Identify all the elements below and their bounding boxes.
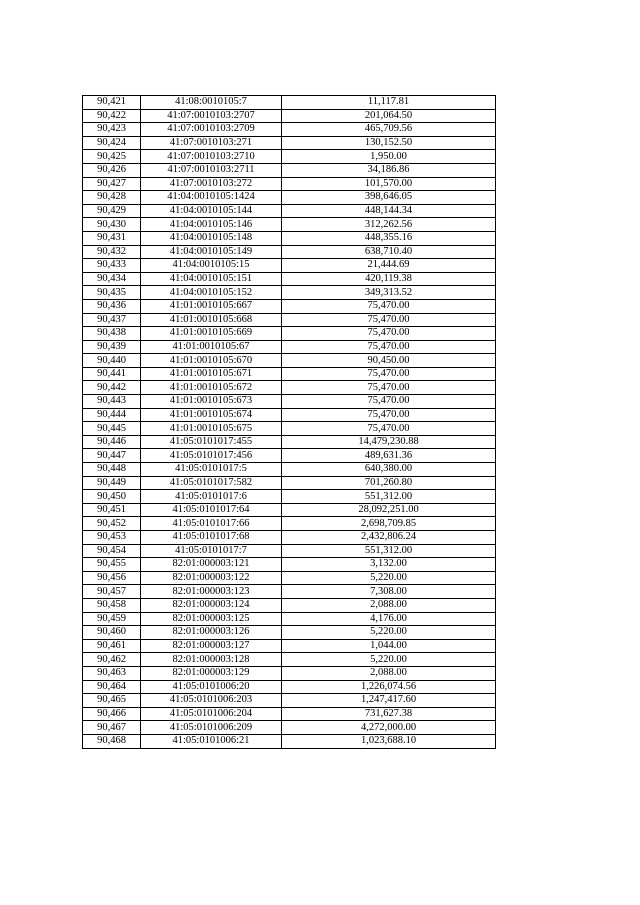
row-number-cell: 90,451 [83,503,141,517]
table-row [83,503,496,517]
cadastral-value-cell: 28,092,251.00 [282,503,496,517]
cadastral-value-cell: 4,176.00 [282,612,496,626]
row-number-cell: 90,435 [83,286,141,300]
cadastral-value-cell: 75,470.00 [282,408,496,422]
cadastral-value-cell: 640,380.00 [282,463,496,477]
cadastral-value-cell: 5,220.00 [282,571,496,585]
row-number-cell: 90,464 [83,680,141,694]
table-row [83,517,496,531]
cadastral-value-cell: 2,432,806.24 [282,531,496,545]
cadastral-number-cell: 82:01:000003:127 [141,639,282,653]
cadastral-value-cell: 2,698,709.85 [282,517,496,531]
table-row [83,354,496,368]
row-number-cell: 90,446 [83,435,141,449]
cadastral-number-cell: 41:07:0010103:2711 [141,163,282,177]
cadastral-value-cell: 448,144.34 [282,204,496,218]
row-number-cell: 90,432 [83,245,141,259]
row-number-cell: 90,427 [83,177,141,191]
cadastral-value-cell: 551,312.00 [282,490,496,504]
row-number-cell: 90,437 [83,313,141,327]
cadastral-number-cell: 41:01:0010105:674 [141,408,282,422]
cadastral-value-cell: 638,710.40 [282,245,496,259]
row-number-cell: 90,442 [83,381,141,395]
cadastral-number-cell: 41:05:0101017:456 [141,449,282,463]
cadastral-number-cell: 41:01:0010105:668 [141,313,282,327]
cadastral-value-cell: 5,220.00 [282,653,496,667]
cadastral-number-cell: 41:05:0101017:5 [141,463,282,477]
cadastral-value-cell: 34,186.86 [282,163,496,177]
table-row [83,558,496,572]
cadastral-value-cell: 75,470.00 [282,367,496,381]
cadastral-value-cell: 201,064.50 [282,109,496,123]
cadastral-number-cell: 41:05:0101017:68 [141,531,282,545]
cadastral-value-cell: 3,132.00 [282,558,496,572]
cadastral-number-cell: 41:05:0101006:209 [141,721,282,735]
cadastral-number-cell: 41:08:0010105:7 [141,96,282,110]
cadastral-value-cell: 4,272,000.00 [282,721,496,735]
cadastral-number-cell: 41:05:0101017:7 [141,544,282,558]
cadastral-value-cell: 701,260.80 [282,476,496,490]
table-row [83,367,496,381]
table-row [83,707,496,721]
cadastral-value-cell: 75,470.00 [282,299,496,313]
cadastral-number-cell: 41:07:0010103:271 [141,136,282,150]
table-row [83,150,496,164]
row-number-cell: 90,434 [83,272,141,286]
row-number-cell: 90,444 [83,408,141,422]
table-row [83,327,496,341]
table-row [83,476,496,490]
table-row [83,163,496,177]
cadastral-number-cell: 41:07:0010103:272 [141,177,282,191]
row-number-cell: 90,422 [83,109,141,123]
row-number-cell: 90,439 [83,340,141,354]
cadastral-number-cell: 41:05:0101006:204 [141,707,282,721]
row-number-cell: 90,424 [83,136,141,150]
table-row [83,680,496,694]
row-number-cell: 90,445 [83,422,141,436]
cadastral-number-cell: 82:01:000003:126 [141,626,282,640]
table-row [83,666,496,680]
cadastral-value-cell: 7,308.00 [282,585,496,599]
cadastral-number-cell: 82:01:000003:125 [141,612,282,626]
cadastral-number-cell: 41:07:0010103:2709 [141,123,282,137]
row-number-cell: 90,468 [83,734,141,748]
row-number-cell: 90,453 [83,531,141,545]
cadastral-value-cell: 75,470.00 [282,340,496,354]
cadastral-value-cell: 489,631.36 [282,449,496,463]
cadastral-value-cell: 1,950.00 [282,150,496,164]
row-number-cell: 90,454 [83,544,141,558]
row-number-cell: 90,452 [83,517,141,531]
row-number-cell: 90,450 [83,490,141,504]
row-number-cell: 90,440 [83,354,141,368]
table-row [83,531,496,545]
row-number-cell: 90,463 [83,666,141,680]
table-row [83,272,496,286]
row-number-cell: 90,441 [83,367,141,381]
table-row [83,435,496,449]
cadastral-number-cell: 41:04:0010105:148 [141,231,282,245]
table-row [83,286,496,300]
table-row [83,653,496,667]
row-number-cell: 90,425 [83,150,141,164]
cadastral-value-cell: 130,152.50 [282,136,496,150]
table-row [83,598,496,612]
cadastral-value-cell: 75,470.00 [282,422,496,436]
cadastral-value-cell: 1,023,688.10 [282,734,496,748]
row-number-cell: 90,423 [83,123,141,137]
cadastral-number-cell: 82:01:000003:124 [141,598,282,612]
cadastral-value-cell: 101,570.00 [282,177,496,191]
row-number-cell: 90,460 [83,626,141,640]
cadastral-number-cell: 41:01:0010105:669 [141,327,282,341]
cadastral-value-table [82,95,496,749]
table-row [83,96,496,110]
row-number-cell: 90,456 [83,571,141,585]
cadastral-value-cell: 465,709.56 [282,123,496,137]
table-row [83,490,496,504]
cadastral-number-cell: 41:01:0010105:672 [141,381,282,395]
cadastral-number-cell: 41:04:0010105:15 [141,259,282,273]
cadastral-number-cell: 41:05:0101017:455 [141,435,282,449]
cadastral-number-cell: 41:01:0010105:671 [141,367,282,381]
row-number-cell: 90,443 [83,395,141,409]
table-row [83,734,496,748]
cadastral-number-cell: 41:04:0010105:151 [141,272,282,286]
cadastral-value-cell: 75,470.00 [282,313,496,327]
row-number-cell: 90,428 [83,191,141,205]
table-row [83,408,496,422]
row-number-cell: 90,466 [83,707,141,721]
cadastral-number-cell: 41:04:0010105:1424 [141,191,282,205]
table-row [83,204,496,218]
cadastral-number-cell: 41:05:0101006:203 [141,694,282,708]
cadastral-number-cell: 41:07:0010103:2710 [141,150,282,164]
row-number-cell: 90,459 [83,612,141,626]
cadastral-number-cell: 41:01:0010105:667 [141,299,282,313]
row-number-cell: 90,461 [83,639,141,653]
table-row [83,218,496,232]
cadastral-number-cell: 41:04:0010105:144 [141,204,282,218]
cadastral-number-cell: 41:01:0010105:673 [141,395,282,409]
table-row [83,381,496,395]
cadastral-value-cell: 1,226,074.56 [282,680,496,694]
table-row [83,463,496,477]
table-row [83,544,496,558]
cadastral-number-cell: 82:01:000003:121 [141,558,282,572]
table-row [83,177,496,191]
cadastral-number-cell: 41:05:0101017:582 [141,476,282,490]
cadastral-number-cell: 41:05:0101006:20 [141,680,282,694]
cadastral-value-cell: 1,044.00 [282,639,496,653]
cadastral-number-cell: 41:01:0010105:675 [141,422,282,436]
cadastral-value-cell: 90,450.00 [282,354,496,368]
row-number-cell: 90,449 [83,476,141,490]
cadastral-number-cell: 41:04:0010105:149 [141,245,282,259]
row-number-cell: 90,438 [83,327,141,341]
table-row [83,123,496,137]
table-row [83,340,496,354]
cadastral-number-cell: 41:01:0010105:670 [141,354,282,368]
row-number-cell: 90,431 [83,231,141,245]
cadastral-number-cell: 82:01:000003:129 [141,666,282,680]
table-row [83,571,496,585]
cadastral-value-cell: 398,646.05 [282,191,496,205]
row-number-cell: 90,458 [83,598,141,612]
row-number-cell: 90,467 [83,721,141,735]
cadastral-value-cell: 448,355.16 [282,231,496,245]
cadastral-number-cell: 82:01:000003:128 [141,653,282,667]
table-row [83,694,496,708]
row-number-cell: 90,457 [83,585,141,599]
table-row [83,395,496,409]
cadastral-value-cell: 1,247,417.60 [282,694,496,708]
table-row [83,191,496,205]
table-row [83,721,496,735]
cadastral-value-cell: 21,444.69 [282,259,496,273]
cadastral-value-cell: 75,470.00 [282,381,496,395]
cadastral-value-cell: 349,313.52 [282,286,496,300]
cadastral-number-cell: 41:05:0101017:66 [141,517,282,531]
row-number-cell: 90,426 [83,163,141,177]
table-body [83,96,496,749]
row-number-cell: 90,430 [83,218,141,232]
row-number-cell: 90,462 [83,653,141,667]
table-row [83,299,496,313]
cadastral-value-cell: 75,470.00 [282,395,496,409]
table-row [83,313,496,327]
table-row [83,231,496,245]
table-row [83,626,496,640]
cadastral-number-cell: 41:07:0010103:2707 [141,109,282,123]
cadastral-number-cell: 41:04:0010105:152 [141,286,282,300]
row-number-cell: 90,447 [83,449,141,463]
row-number-cell: 90,465 [83,694,141,708]
table-row [83,422,496,436]
table-row [83,449,496,463]
row-number-cell: 90,429 [83,204,141,218]
table-row [83,136,496,150]
cadastral-number-cell: 41:05:0101017:6 [141,490,282,504]
table-row [83,612,496,626]
cadastral-number-cell: 41:05:0101017:64 [141,503,282,517]
cadastral-value-cell: 551,312.00 [282,544,496,558]
table-row [83,245,496,259]
row-number-cell: 90,436 [83,299,141,313]
row-number-cell: 90,433 [83,259,141,273]
row-number-cell: 90,448 [83,463,141,477]
table-row [83,259,496,273]
cadastral-number-cell: 41:05:0101006:21 [141,734,282,748]
cadastral-number-cell: 82:01:000003:123 [141,585,282,599]
cadastral-number-cell: 41:04:0010105:146 [141,218,282,232]
cadastral-value-cell: 731,627.38 [282,707,496,721]
cadastral-value-cell: 420,119.38 [282,272,496,286]
row-number-cell: 90,455 [83,558,141,572]
table-row [83,585,496,599]
cadastral-value-cell: 5,220.00 [282,626,496,640]
cadastral-value-cell: 75,470.00 [282,327,496,341]
cadastral-value-cell: 14,479,230.88 [282,435,496,449]
table-row [83,109,496,123]
cadastral-value-cell: 11,117.81 [282,96,496,110]
cadastral-value-cell: 2,088.00 [282,598,496,612]
cadastral-value-cell: 312,262.56 [282,218,496,232]
cadastral-number-cell: 82:01:000003:122 [141,571,282,585]
table-row [83,639,496,653]
cadastral-number-cell: 41:01:0010105:67 [141,340,282,354]
row-number-cell: 90,421 [83,96,141,110]
cadastral-value-cell: 2,088.00 [282,666,496,680]
